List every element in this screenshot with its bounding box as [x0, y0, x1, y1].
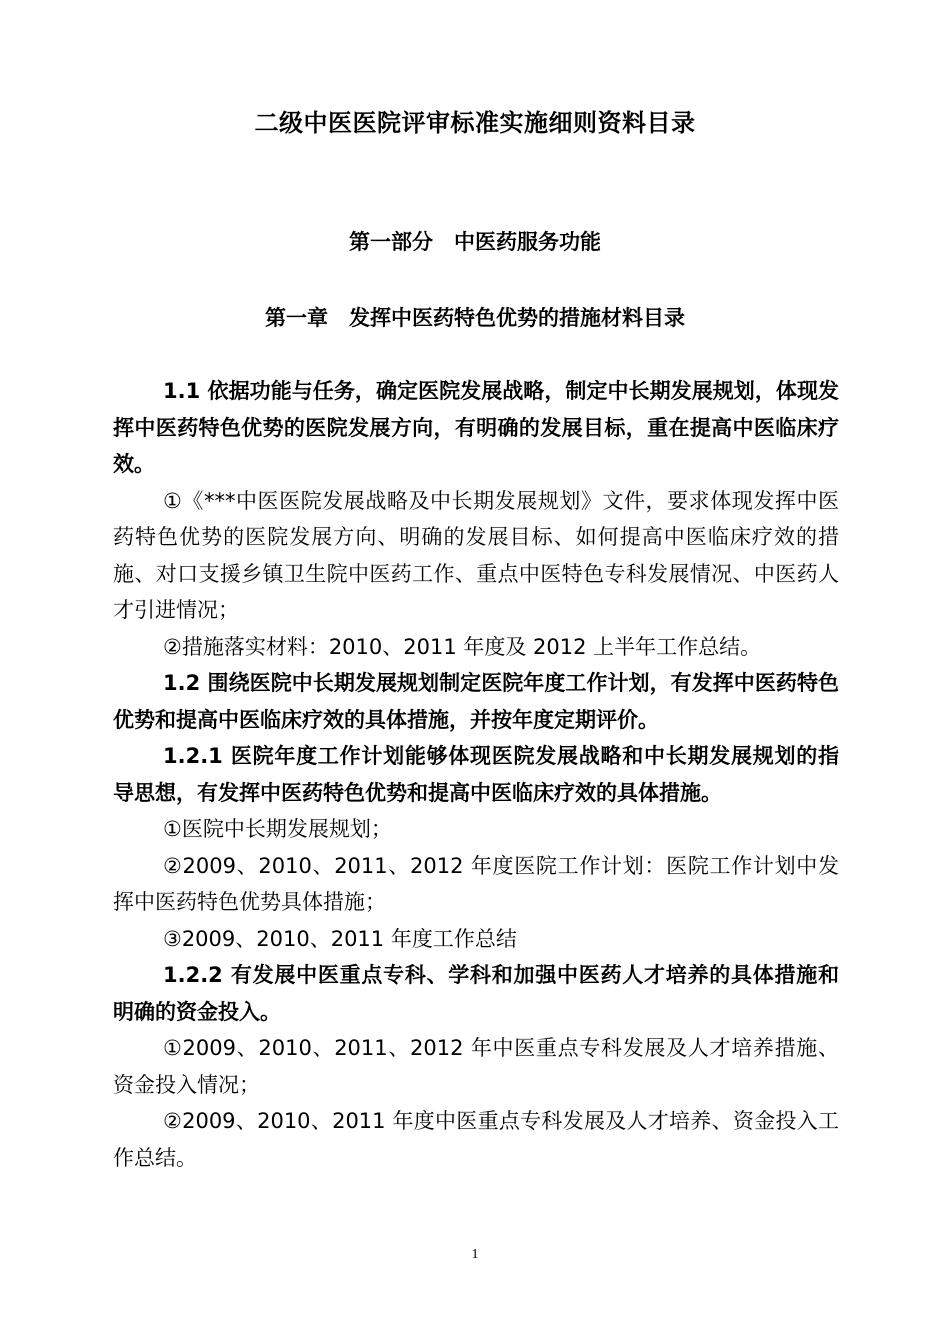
part-heading: 第一部分 中医药服务功能 — [349, 230, 601, 254]
section-heading-1-2: 1.2 围绕医院中长期发展规划制定医院年度工作计划，有发挥中医药特色优势和提高中医临床疗效的具体措施，并按年度定期评价。 — [113, 671, 839, 732]
list-item: ①《***中医医院发展战略及中长期发展规划》文件，要求体现发挥中医药特色优势的医院发展方向、明确的发展目标、如何提高中医临床疗效的措施、对口支援乡镇卫生院中医药工作、重点中医特色专科发展情况、中医药人才引进情况； — [113, 488, 839, 622]
list-item: ①医院中长期发展规划； — [163, 817, 392, 841]
document-title: 二级中医医院评审标准实施细则资料目录 — [254, 109, 696, 137]
section-heading-1-2-2: 1.2.2 有发展中医重点专科、学科和加强中医药人才培养的具体措施和明确的资金投入。 — [113, 963, 839, 1024]
list-item: ②2009、2010、2011 年度中医重点专科发展及人才培养、资金投入工作总结。 — [113, 1109, 839, 1170]
list-item: ②措施落实材料：2010、2011 年度及 2012 上半年工作总结。 — [163, 634, 762, 659]
document-body — [113, 373, 839, 1176]
list-item: ③2009、2010、2011 年度工作总结 — [163, 926, 517, 951]
page-number: 1 — [471, 1247, 479, 1262]
chapter-heading: 第一章 发挥中医药特色优势的措施材料目录 — [265, 306, 685, 330]
section-heading-1-2-1: 1.2.1 医院年度工作计划能够体现医院发展战略和中长期发展规划的指导思想，有发挥中医药特色优势和提高中医临床疗效的具体措施。 — [113, 744, 839, 805]
list-item: ②2009、2010、2011、2012 年度医院工作计划：医院工作计划中发挥中医药特色优势具体措施； — [113, 853, 839, 914]
section-heading-1-1: 1.1 依据功能与任务，确定医院发展战略，制定中长期发展规划，体现发挥中医药特色优势的医院发展方向，有明确的发展目标，重在提高中医临床疗效。 — [113, 379, 839, 476]
list-item: ①2009、2010、2011、2012 年中医重点专科发展及人才培养措施、资金投入情况； — [113, 1036, 839, 1097]
